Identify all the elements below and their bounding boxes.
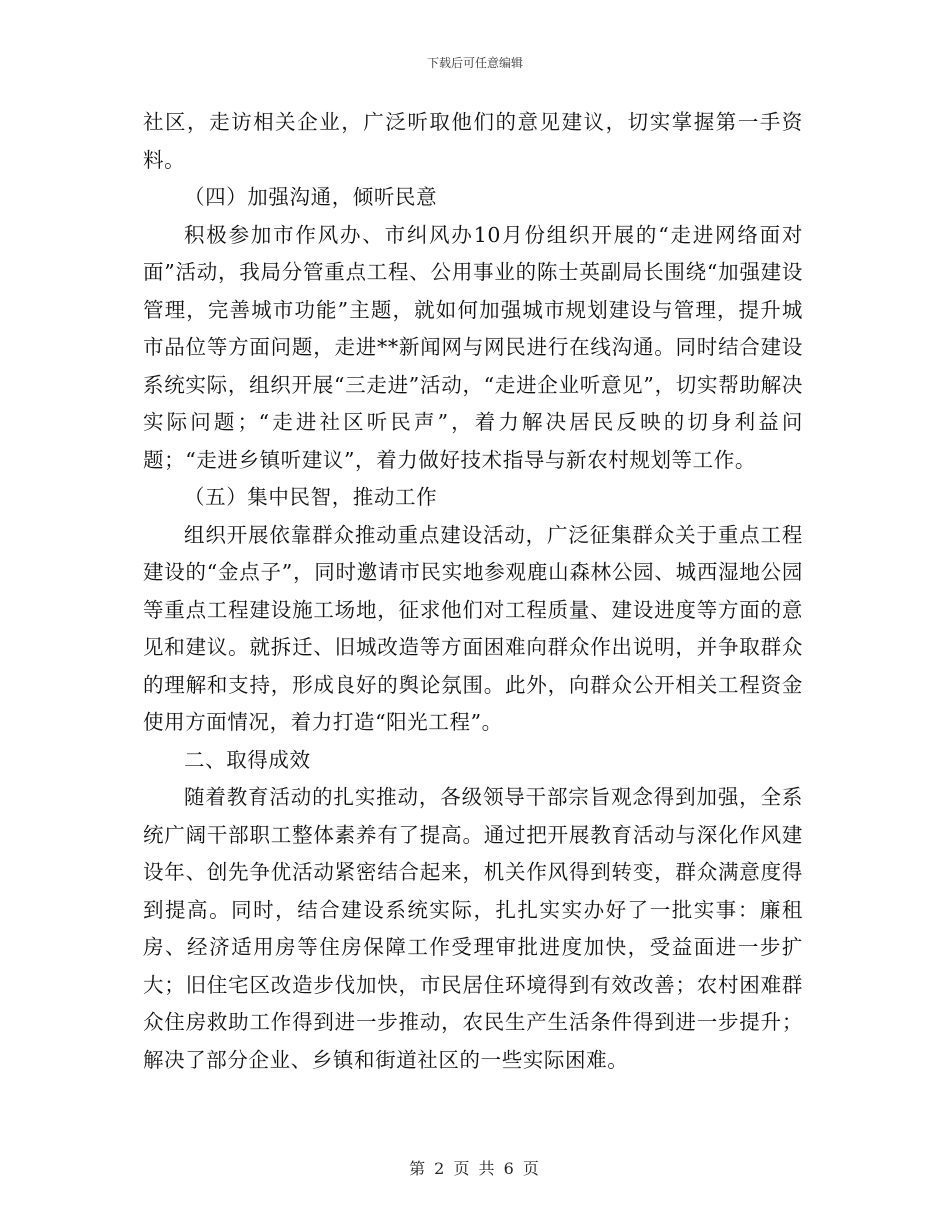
page-header: 下载后可任意编辑	[426, 56, 523, 70]
paragraph: 社区，走访相关企业，广泛听取他们的意见建议，切实掌握第一手资料。	[143, 110, 803, 172]
section-heading: （四）加强沟通，倾听民意	[184, 185, 438, 209]
paragraph: 组织开展依靠群众推动重点建设活动，广泛征集群众关于重点工程建设的“金点子”，同时邀请市民实地参观鹿山森林公园、城西湿地公园等重点工程建设施工场地，征求他们对工程质量、建设进度等方面的意见和建议。就拆迁、旧城改造等方面困难向群众作出说明，并争取群众的理解和支持，形成良好的舆论氛围。此外，向群众公开相关工程资金使用方面情况，着力打造“阳光工程”。	[143, 522, 803, 734]
page-footer: 第 2 页 共 6 页	[409, 1159, 541, 1178]
section-heading: 二、取得成效	[184, 747, 311, 772]
paragraph: 随着教育活动的扎实推动，各级领导干部宗旨观念得到加强，全系统广阔干部职工整体素养有了提高。通过把开展教育活动与深化作风建设年、创先争优活动紧密结合起来，机关作风得到转变，群众满意度得到提高。同时，结合建设系统实际，扎扎实实办好了一批实事：廉租房、经济适用房等住房保障工作受理审批进度加快，受益面进一步扩大；旧住宅区改造步伐加快，市民居住环境得到有效改善；农村困难群众住房救助工作得到进一步推动，农民生产生活条件得到进一步提升；解决了部分企业、乡镇和街道社区的一些实际困难。	[143, 785, 803, 1072]
document-body	[143, 104, 803, 1079]
paragraph: 积极参加市作风办、市纠风办10月份组织开展的“走进网络面对面”活动，我局分管重点工程、公用事业的陈士英副局长围绕“加强建设管理，完善城市功能”主题，就如何加强城市规划建设与管理，提升城市品位等方面问题，走进**新闻网与网民进行在线沟通。同时结合建设系统实际，组织开展“三走进”活动，“走进企业听意见”，切实帮助解决实际问题；“走进社区听民声”，着力解决居民反映的切身利益问题；“走进乡镇听建议”，着力做好技术指导与新农村规划等工作。	[143, 222, 803, 472]
section-heading: （五）集中民智，推动工作	[184, 485, 438, 509]
